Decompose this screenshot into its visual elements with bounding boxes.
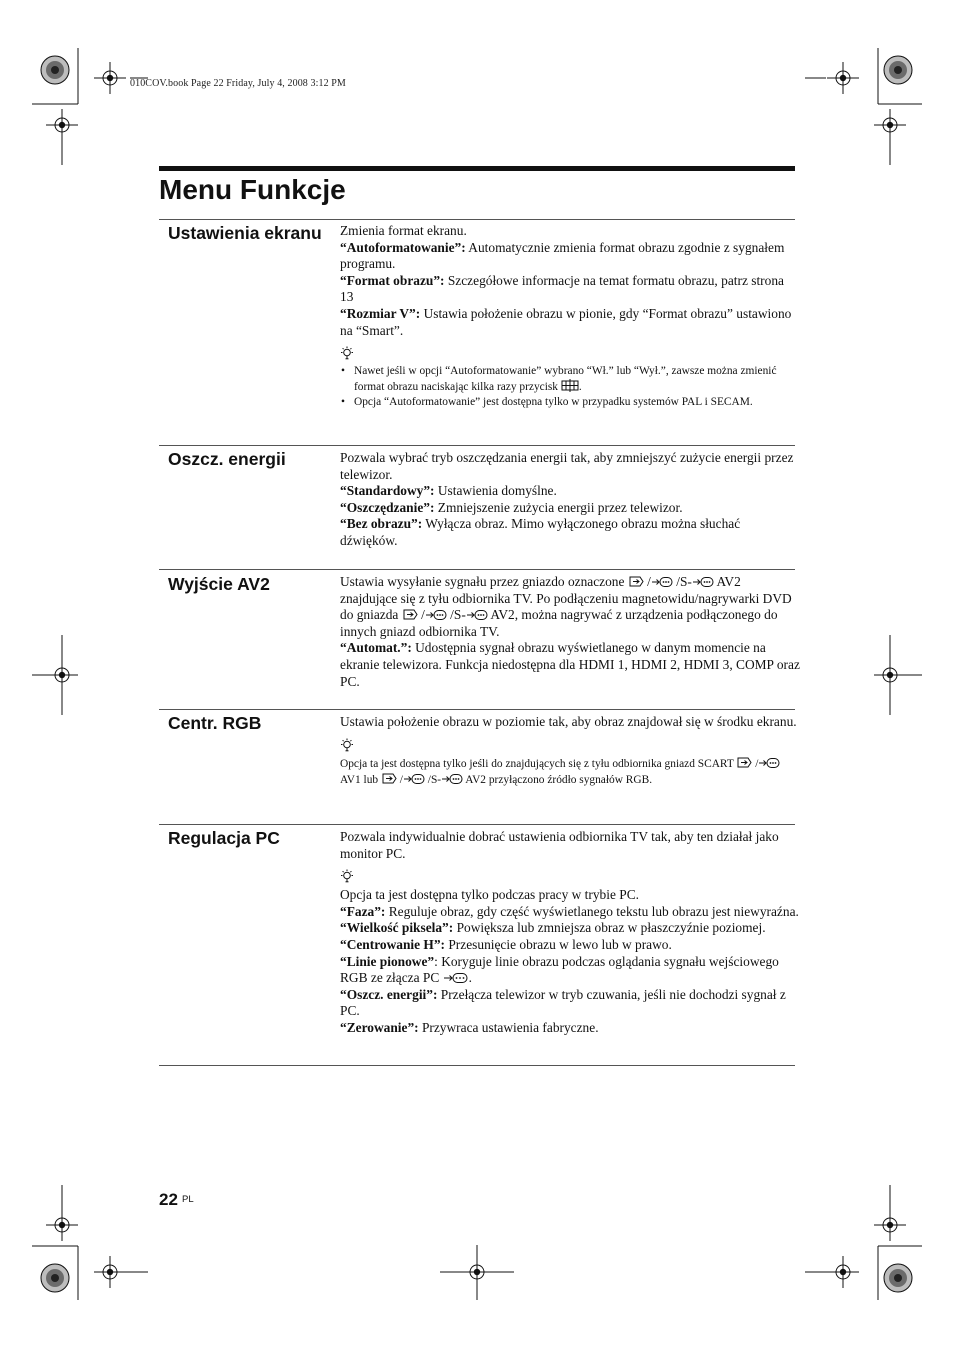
option-term: “Wielkość piksela”: [340, 920, 454, 936]
tip-item: • Opcja “Autoformatowanie” jest dostępna tylko w przypadku systemów PAL i SECAM. [340, 395, 800, 410]
option-row [340, 920, 802, 937]
s-video-input-icon [441, 773, 463, 785]
option-desc: Zmniejszenie zużycia energii przez telewizor. [434, 499, 683, 515]
title-rule [159, 166, 795, 171]
section-intro: Ustawia wysyłanie sygnału przez gniazdo oznaczone / /S- AV2 znajdujące się z tyłu odbiornika TV. Po podłączeniu magnetowidu/nagrywarki DVD do gniazda / /S- AV2, można nagrywać z urządzenia podłączonego do innych gniazd odbiornika TV. [340, 574, 792, 639]
option-row [340, 273, 800, 306]
s-video-input-icon [466, 609, 488, 621]
option-term: “Zerowanie”: [340, 1019, 419, 1035]
section-label-oszcz-energii: Oszcz. energii [168, 449, 286, 469]
option-term: “Faza”: [340, 903, 386, 919]
option-row [340, 640, 800, 690]
lightbulb-hint-icon [340, 346, 354, 360]
section-intro: Ustawia położenie obrazu w poziomie tak, aby obraz znajdował się w środku ekranu. [340, 714, 797, 729]
pc-input-icon [443, 972, 469, 984]
option-desc: Udostępnia sygnał obrazu wyświetlanego w danym momencie na ekranie telewizora. Funkcja niedostępna dla HDMI 1, HDMI 2, HDMI 3, COMP oraz PC. [340, 640, 800, 689]
option-row [340, 240, 800, 273]
section-body-regulacja-pc [340, 829, 802, 1037]
video-input-icon [403, 773, 425, 785]
wide-mode-button-icon [561, 379, 579, 392]
option-row [340, 306, 800, 339]
scart-in-out-icon [381, 772, 397, 785]
option-row [340, 1020, 802, 1037]
option-desc: Ustawienia domyślne. [434, 483, 557, 499]
lightbulb-hint-icon [340, 869, 354, 883]
section-intro: Pozwala indywidualnie dobrać ustawienia odbiornika TV tak, aby ten działał jako monitor PC. [340, 829, 779, 861]
section-divider [159, 219, 795, 220]
section-label-centr-rgb: Centr. RGB [168, 713, 262, 733]
page-language-code: PL [182, 1194, 194, 1205]
table-bottom-rule [159, 1065, 795, 1066]
section-body-ustawienia-ekranu [340, 223, 800, 410]
section-label-ustawienia-ekranu: Ustawienia ekranu [168, 223, 322, 243]
tips-list [340, 364, 800, 410]
video-input-icon [758, 757, 780, 769]
option-desc: Wyłącza obraz. Mimo wyłączonego obrazu można słuchać dźwięków. [340, 516, 741, 548]
option-row [340, 904, 802, 921]
section-intro: Zmienia format ekranu. [340, 223, 467, 238]
option-desc: Przełącza telewizor w tryb czuwania, jeśli nie dochodzi sygnał z PC. [340, 986, 786, 1019]
print-info-header: 010COV.book Page 22 Friday, July 4, 2008 3:12 PM [130, 78, 346, 89]
video-input-icon [651, 576, 673, 588]
option-desc: Reguluje obraz, gdy część wyświetlanego tekstu lub obrazu jest niewyraźna. [385, 903, 799, 919]
option-desc: Powiększa lub zmniejsza obraz w płaszczyźnie poziomej. [453, 920, 766, 936]
section-label-wyjscie-av2: Wyjście AV2 [168, 574, 270, 594]
page-number: 22 [159, 1190, 178, 1209]
scart-in-out-icon [402, 608, 418, 621]
option-row [340, 500, 800, 517]
option-term: “Linie pionowe” [340, 953, 435, 969]
section-divider [159, 569, 795, 570]
tip-text: Opcja ta jest dostępna tylko jeśli do znajdujących się z tyłu odbiornika gniazd SCART / AV1 lub / /S- AV2 przyłączono źródło sygnałów RGB. [340, 756, 800, 789]
option-row [340, 516, 800, 549]
option-term: “Bez obrazu”: [340, 516, 423, 532]
option-row [340, 483, 800, 500]
section-body-wyjscie-av2 [340, 574, 800, 690]
option-row: “Linie pionowe”: Koryguje linie obrazu podczas oglądania sygnału wejściowego RGB ze złącza PC . [340, 953, 779, 986]
option-desc: Przesunięcie obrazu w lewo lub w prawo. [445, 936, 672, 952]
option-term: “Oszczędzanie”: [340, 499, 435, 515]
option-desc: Automatycznie zmienia format obrazu zgodnie z sygnałem programu. [340, 239, 785, 272]
tip-item: • Nawet jeśli w opcji “Autoformatowanie” wybrano “Wł.” lub “Wył.”, zawsze można zmienić format obrazu naciskając kilka razy przycisk . [340, 364, 800, 395]
option-term: “Rozmiar V”: [340, 305, 421, 321]
option-term: “Standardowy”: [340, 483, 435, 499]
option-term: “Format obrazu”: [340, 272, 445, 288]
scart-in-out-icon [736, 756, 752, 769]
option-desc: Przywraca ustawienia fabryczne. [418, 1019, 599, 1035]
option-desc: : Koryguje linie obrazu podczas oglądania sygnału wejściowego RGB ze złącza PC [340, 953, 779, 986]
video-input-icon [425, 609, 447, 621]
section-intro: Pozwala wybrać tryb oszczędzania energii tak, aby zmniejszyć zużycie energii przez telewizor. [340, 450, 794, 482]
tip-text: Opcja ta jest dostępna tylko podczas pracy w trybie PC. [340, 887, 639, 903]
section-body-centr-rgb [340, 714, 800, 789]
section-label-regulacja-pc: Regulacja PC [168, 828, 280, 848]
section-divider [159, 709, 795, 710]
option-desc: Szczegółowe informacje na temat formatu obrazu, patrz strona 13 [340, 272, 784, 305]
option-term: “Autoformatowanie”: [340, 239, 466, 255]
option-term: “Automat.”: [340, 640, 412, 656]
option-row [340, 937, 802, 954]
option-desc: Ustawia położenie obrazu w pionie, gdy “Format obrazu” ustawiono na “Smart”. [340, 305, 792, 338]
option-term: “Centrowanie H”: [340, 936, 446, 952]
section-divider [159, 445, 795, 446]
lightbulb-hint-icon [340, 738, 354, 752]
option-row [340, 987, 802, 1020]
s-video-input-icon [692, 576, 714, 588]
page-title: Menu Funkcje [159, 174, 346, 205]
section-body-oszcz-energii [340, 450, 800, 550]
option-term: “Oszcz. energii”: [340, 986, 438, 1002]
section-divider [159, 824, 795, 825]
scart-in-out-icon [628, 575, 644, 588]
